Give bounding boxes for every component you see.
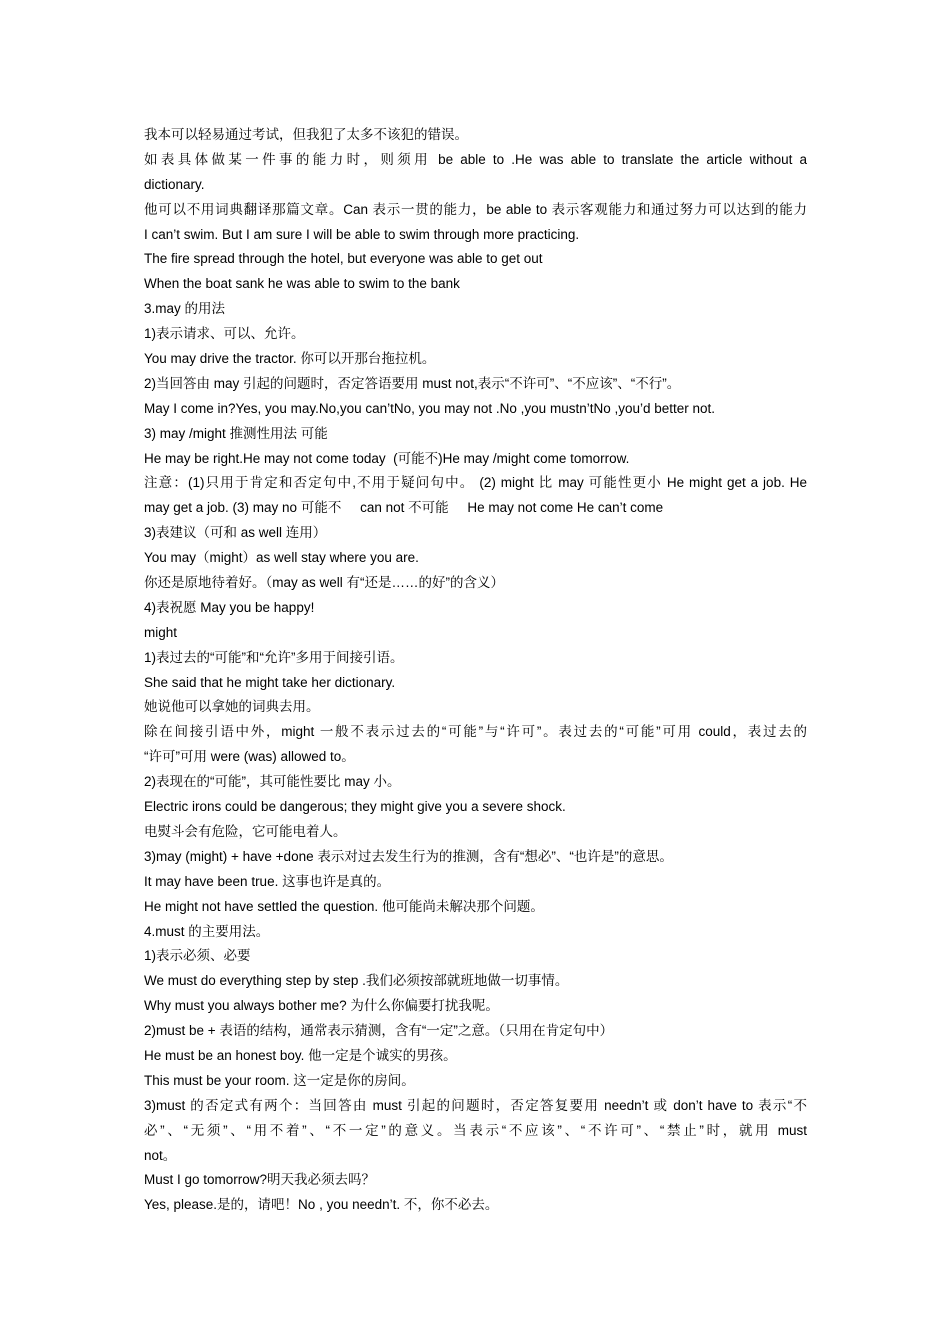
text-line: 3.may 的用法 (144, 301, 226, 317)
text-line: You may drive the tractor. 你可以开那台拖拉机。 (144, 351, 436, 367)
text-line: Yes, please.是的，请吧！No , you needn’t. 不，你不必去。 (144, 1197, 499, 1213)
text-line: He must be an honest boy. 他一定是个诚实的男孩。 (144, 1047, 457, 1063)
text-line: The fire spread through the hotel, but everyone was able to get out (144, 251, 543, 267)
text-line: 4)表祝愿 May you be happy! (144, 599, 315, 615)
text-line: We must do everything step by step .我们必须按部就班地做一切事情。 (144, 973, 569, 989)
text-line: May I come in?Yes, you may.No,you can’tNo, you may not .No ,you mustn’tNo ,you’d better not. (144, 400, 716, 416)
text-line: 3)may (might) + have +done 表示对过去发生行为的推测，含有“想必”、“也许是”的意思。 (144, 848, 673, 864)
text-line: 除在间接引语中外，might 一般不表示过去的“可能”与“许可”。表过去的“可能”可用 could，表过去的 (144, 724, 807, 740)
text-line: He may be right.He may not come today (可能不)He may /might come tomorrow. (144, 450, 630, 466)
text-line: She said that he might take her dictionary. (144, 674, 396, 690)
text-line: 他可以不用词典翻译那篇文章。Can 表示一贯的能力，be able to 表示客观能力和通过努力可以达到的能力 (144, 201, 807, 217)
text-line: 如表具体做某一件事的能力时，则须用 be able to .He was able to translate the article without a (144, 151, 807, 167)
text-line: 我本可以轻易通过考试，但我犯了太多不该犯的错误。 (144, 127, 468, 142)
text-line: You may（might）as well stay where you are. (144, 550, 419, 566)
text-line: 2)must be + 表语的结构，通常表示猜测，含有“一定”之意。（只用在肯定句中） (144, 1023, 614, 1039)
text-line: might (144, 624, 178, 640)
text-line: 3)表建议（可和 as well 连用） (144, 525, 327, 541)
text-line: not。 (144, 1147, 177, 1163)
text-line: I can’t swim. But I am sure I will be able to swim through more practicing. (144, 226, 580, 242)
text-line: When the boat sank he was able to swim to the bank (144, 276, 460, 292)
text-line: Why must you always bother me? 为什么你偏要打扰我呢。 (144, 998, 499, 1014)
text-line: 2)表现在的“可能”，其可能性要比 may 小。 (144, 774, 401, 790)
text-line: 1)表过去的“可能”和“允许”多用于间接引语。 (144, 649, 404, 665)
text-line: 必”、“无须”、“用不着”、“不一定”的意义。当表示“不应该”、“不许可”、“禁止”时，就用 must (144, 1122, 807, 1138)
text-line: 电熨斗会有危险，它可能电着人。 (144, 823, 347, 839)
text-line: may get a job. (3) may no 可能不 can not 不可能 He may not come He can’t come (144, 500, 664, 516)
text-line: dictionary. (144, 176, 205, 192)
text-line: 4.must 的主要用法。 (144, 923, 270, 939)
text-line: Must I go tomorrow?明天我必须去吗？ (144, 1172, 376, 1188)
text-line: 2)当回答由 may 引起的问题时，否定答语要用 must not,表示“不许可”、“不应该”、“不行”。 (144, 375, 681, 391)
text-line: This must be your room. 这一定是你的房间。 (144, 1072, 415, 1088)
text-line: He might not have settled the question. 他可能尚未解决那个问题。 (144, 898, 544, 914)
document-page (144, 123, 807, 1218)
text-line: 1)表示请求、可以、允许。 (144, 326, 305, 342)
text-line: 你还是原地待着好。（may as well 有“还是……的好”的含义） (144, 575, 505, 591)
text-line: “许可”可用 were (was) allowed to。 (144, 749, 355, 765)
text-line: 1)表示必须、必要 (144, 948, 251, 964)
text-line: Electric irons could be dangerous; they might give you a severe shock. (144, 799, 566, 815)
text-line: It may have been true. 这事也许是真的。 (144, 873, 391, 889)
text-line: 她说他可以拿她的词典去用。 (144, 699, 320, 715)
text-line: 注意：(1)只用于肯定和否定句中,不用于疑问句中。 (2) might 比 may 可能性更小 He might get a job. He (144, 475, 807, 491)
text-line: 3)must 的否定式有两个：当回答由 must 引起的问题时，否定答复要用 needn’t 或 don’t have to 表示“不 (144, 1097, 807, 1113)
text-line: 3) may /might 推测性用法 可能 (144, 425, 328, 441)
